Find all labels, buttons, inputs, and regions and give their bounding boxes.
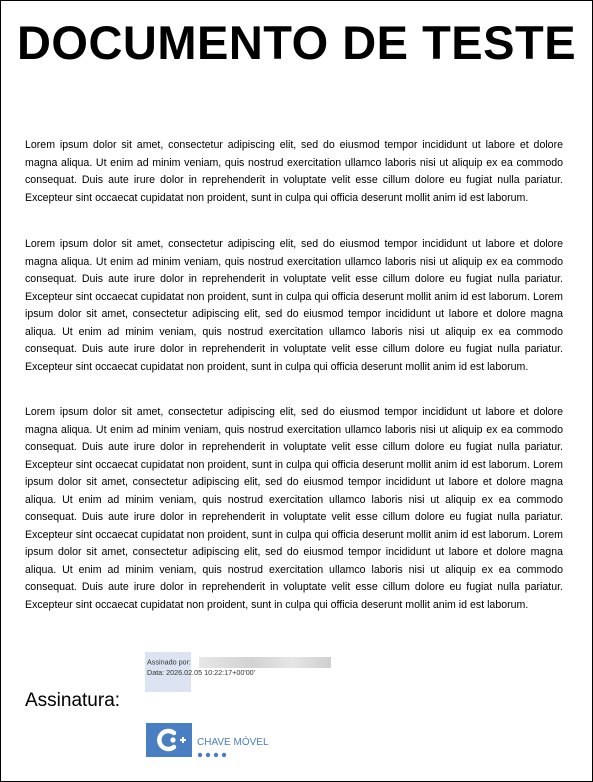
- chave-movel-logo: [146, 723, 276, 763]
- paragraph-1: Lorem ipsum dolor sit amet, consectetur adipiscing elit, sed do eiusmod tempor incididunt ut labore et dolore magna aliqua. Ut enim ad minim veniam, quis nostrud exercitation ullamco laboris nisi ut aliquip ex ea commodo consequat. Duis aute irure dolor in reprehenderit in voluptate velit esse cillum dolore eu fugiat nulla pariatur. Excepteur sint occaecat cupidatat non proident, sunt in culpa qui officia deserunt mollit anim id est laborum.: [25, 139, 563, 204]
- chave-movel-logo-icon: [146, 723, 192, 757]
- signature-date: Data: 2026.02.05 10:22:17+00'00': [147, 668, 256, 677]
- paragraph-3: Lorem ipsum dolor sit amet, consectetur adipiscing elit, sed do eiusmod tempor incididunt ut labore et dolore magna aliqua. Ut enim ad minim veniam, quis nostrud exercitation ullamco laboris nisi ut aliquip ex ea commodo consequat. Duis aute irure dolor in reprehenderit in voluptate velit esse cillum dolore eu fugiat nulla pariatur. Excepteur sint occaecat cupidatat non proident, sunt in culpa qui officia deserunt mollit anim id est laborum. Lorem ipsum dolor sit amet, consectetur adipiscing elit, sed do eiusmod tempor incididunt ut labore et dolore magna aliqua. Ut enim ad minim veniam, quis nostrud exercitation ullamco laboris nisi ut aliquip ex ea commodo consequat. Duis aute irure dolor in reprehenderit in voluptate velit esse cillum dolore eu fugiat nulla pariatur. Excepteur sint occaecat cupidatat non proident, sunt in culpa qui officia deserunt mollit anim id est laborum. Lorem ipsum dolor sit amet, consectetur adipiscing elit, sed do eiusmod tempor incididunt ut labore et dolore magna aliqua. Ut enim ad minim veniam, quis nostrud exercitation ullamco laboris nisi ut aliquip ex ea commodo consequat. Duis aute irure dolor in reprehenderit in voluptate velit esse cillum dolore eu fugiat nulla pariatur. Excepteur sint occaecat cupidatat non proident, sunt in culpa qui officia deserunt mollit anim id est laborum.: [25, 406, 563, 611]
- signature-stamp: [147, 657, 331, 678]
- document-title: DOCUMENTO DE TESTE: [16, 16, 577, 69]
- paragraph-2: Lorem ipsum dolor sit amet, consectetur adipiscing elit, sed do eiusmod tempor incididunt ut labore et dolore magna aliqua. Ut enim ad minim veniam, quis nostrud exercitation ullamco laboris nisi ut aliquip ex ea commodo consequat. Duis aute irure dolor in reprehenderit in voluptate velit esse cillum dolore eu fugiat nulla pariatur. Excepteur sint occaecat cupidatat non proident, sunt in culpa qui officia deserunt mollit anim id est laborum. Lorem ipsum dolor sit amet, consectetur adipiscing elit, sed do eiusmod tempor incididunt ut labore et dolore magna aliqua. Ut enim ad minim veniam, quis nostrud exercitation ullamco laboris nisi ut aliquip ex ea commodo consequat. Duis aute irure dolor in reprehenderit in voluptate velit esse cillum dolore eu fugiat nulla pariatur. Excepteur sint occaecat cupidatat non proident, sunt in culpa qui officia deserunt mollit anim id est laborum.: [25, 238, 563, 373]
- redacted-signer-name: [199, 657, 331, 668]
- signature-label: Assinatura:: [25, 690, 121, 711]
- logo-dots: [198, 753, 226, 757]
- logo-text: CHAVE MÓVEL: [197, 737, 269, 748]
- signed-by-label: Assinado por:: [147, 657, 191, 667]
